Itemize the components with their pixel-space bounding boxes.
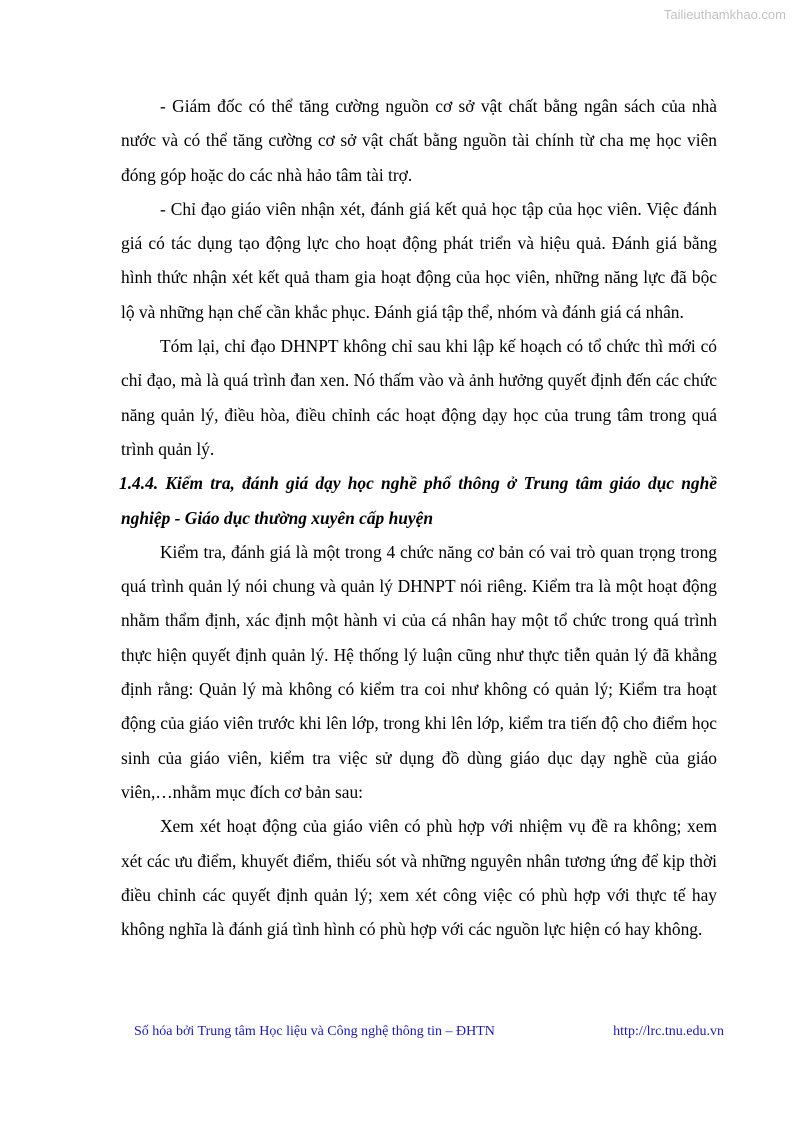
document-body <box>121 89 717 946</box>
page-footer <box>134 1024 724 1040</box>
section-heading: 1.4.4. Kiểm tra, đánh giá dạy học nghề phổ thông ở Trung tâm giáo dục nghề nghiệp - Giáo dục thường xuyên cấp huyện <box>119 473 717 528</box>
footer-link[interactable]: http://lrc.tnu.edu.vn <box>613 1024 724 1039</box>
watermark: Tailieuthamkhao.com <box>663 7 786 22</box>
footer-credit: Số hóa bởi Trung tâm Học liệu và Công nghệ thông tin – ĐHTN <box>134 1024 495 1039</box>
paragraph: - Giám đốc có thể tăng cường nguồn cơ sở vật chất bằng ngân sách của nhà nước và có thể tăng cường cơ sở vật chất bằng nguồn tài chính từ cha mẹ học viên đóng góp hoặc do các nhà hảo tâm tài trợ. <box>121 96 717 185</box>
paragraph: Tóm lại, chỉ đạo DHNPT không chỉ sau khi lập kế hoạch có tổ chức thì mới có chỉ đạo, mà là quá trình đan xen. Nó thấm vào và ảnh hưởng quyết định đến các chức năng quản lý, điều hòa, điều chỉnh các hoạt động dạy học của trung tâm trong quá trình quản lý. <box>121 336 717 459</box>
paragraph: Kiểm tra, đánh giá là một trong 4 chức năng cơ bản có vai trò quan trọng trong quá trình quản lý nói chung và quản lý DHNPT nói riêng. Kiểm tra là một hoạt động nhằm thẩm định, xác định một hành vi của cá nhân hay một tổ chức trong quá trình thực hiện quyết định quản lý. Hệ thống lý luận cũng như thực tiễn quản lý đã khẳng định rằng: Quản lý mà không có kiểm tra coi như không có quản lý; Kiểm tra hoạt động của giáo viên trước khi lên lớp, trong khi lên lớp, kiểm tra tiến độ cho điểm học sinh của giáo viên, kiểm tra việc sử dụng đồ dùng giáo dục dạy nghề của giáo viên,…nhằm mục đích cơ bản sau: <box>121 541 717 802</box>
paragraph: - Chỉ đạo giáo viên nhận xét, đánh giá kết quả học tập của học viên. Việc đánh giá có tác dụng tạo động lực cho hoạt động phát triển và hiệu quả. Đánh giá bằng hình thức nhận xét kết quả tham gia hoạt động của học viên, những năng lực đã bộc lộ và những hạn chế cần khắc phục. Đánh giá tập thể, nhóm và đánh giá cá nhân. <box>121 198 717 322</box>
paragraph: Xem xét hoạt động của giáo viên có phù hợp với nhiệm vụ đề ra không; xem xét các ưu điểm, khuyết điểm, thiếu sót và những nguyên nhân tương ứng để kịp thời điều chỉnh các quyết định quản lý; xem xét công việc có phù hợp với thực tế hay không nghĩa là đánh giá tình hình có phù hợp với các nguồn lực hiện có hay không. <box>121 816 717 940</box>
